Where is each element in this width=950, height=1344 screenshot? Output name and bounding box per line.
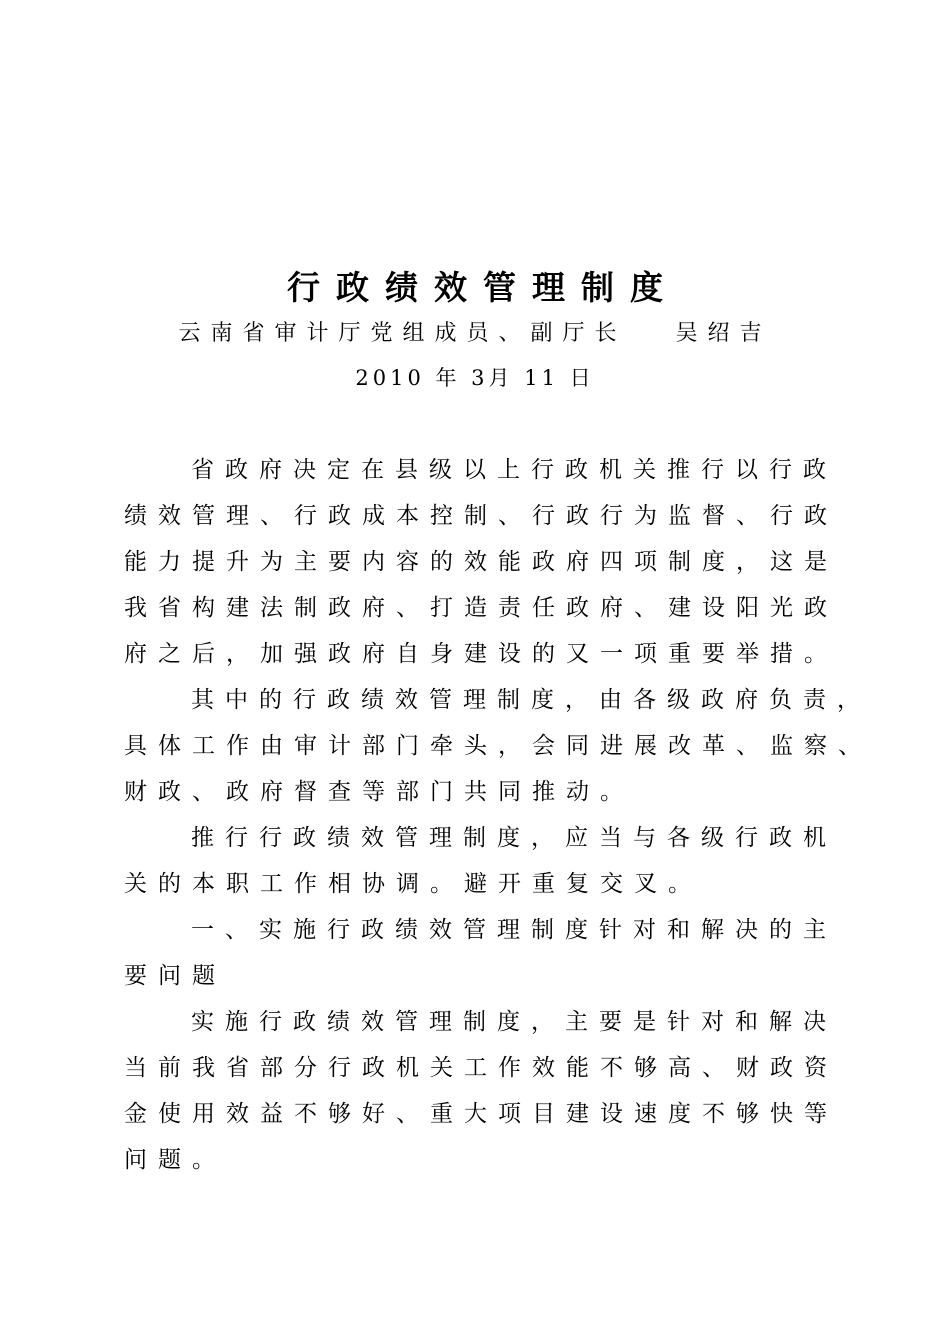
text-line: 府之后，加强政府自身建设的又一项重要举措。	[124, 641, 838, 667]
text-line: 金使用效益不够好、重大项目建设速度不够快等	[124, 1101, 838, 1127]
section-heading-1	[124, 907, 844, 999]
text-line: 推行行政绩效管理制度，应当与各级行政机	[191, 825, 837, 851]
text-line: 我省构建法制政府、打造责任政府、建设阳光政	[124, 595, 838, 621]
paragraph-intro	[124, 447, 844, 677]
text-line: 具体工作由审计部门牵头，会同进展改革、监察、	[124, 733, 872, 759]
document-title: 行政绩效管理制度	[287, 268, 679, 307]
paragraph-problems	[124, 999, 844, 1183]
text-line: 其中的行政绩效管理制度，由各级政府负责，	[191, 687, 871, 713]
document-body	[124, 447, 872, 1183]
text-line: 当前我省部分行政机关工作效能不够高、财政资	[124, 1055, 838, 1081]
paragraph-responsibility	[124, 677, 872, 815]
text-line: 要问题	[124, 963, 226, 989]
author-line: 云南省审计厅党组成员、副厅长 吴绍吉	[178, 321, 772, 346]
text-line: 问题。	[124, 1147, 226, 1173]
text-line: 实施行政绩效管理制度，主要是针对和解决	[191, 1009, 837, 1035]
text-line: 省政府决定在县级以上行政机关推行以行政	[191, 457, 837, 483]
text-line: 关的本职工作相协调。避开重复交叉。	[124, 871, 702, 897]
text-line: 财政、政府督查等部门共同推动。	[124, 779, 634, 805]
document-date: 2010 年 3月 11 日	[355, 366, 595, 390]
text-line: 绩效管理、行政成本控制、行政行为监督、行政	[124, 503, 838, 529]
text-line: 一、实施行政绩效管理制度针对和解决的主	[191, 917, 837, 943]
paragraph-coordination	[124, 815, 844, 907]
text-line: 能力提升为主要内容的效能政府四项制度，这是	[124, 549, 838, 575]
